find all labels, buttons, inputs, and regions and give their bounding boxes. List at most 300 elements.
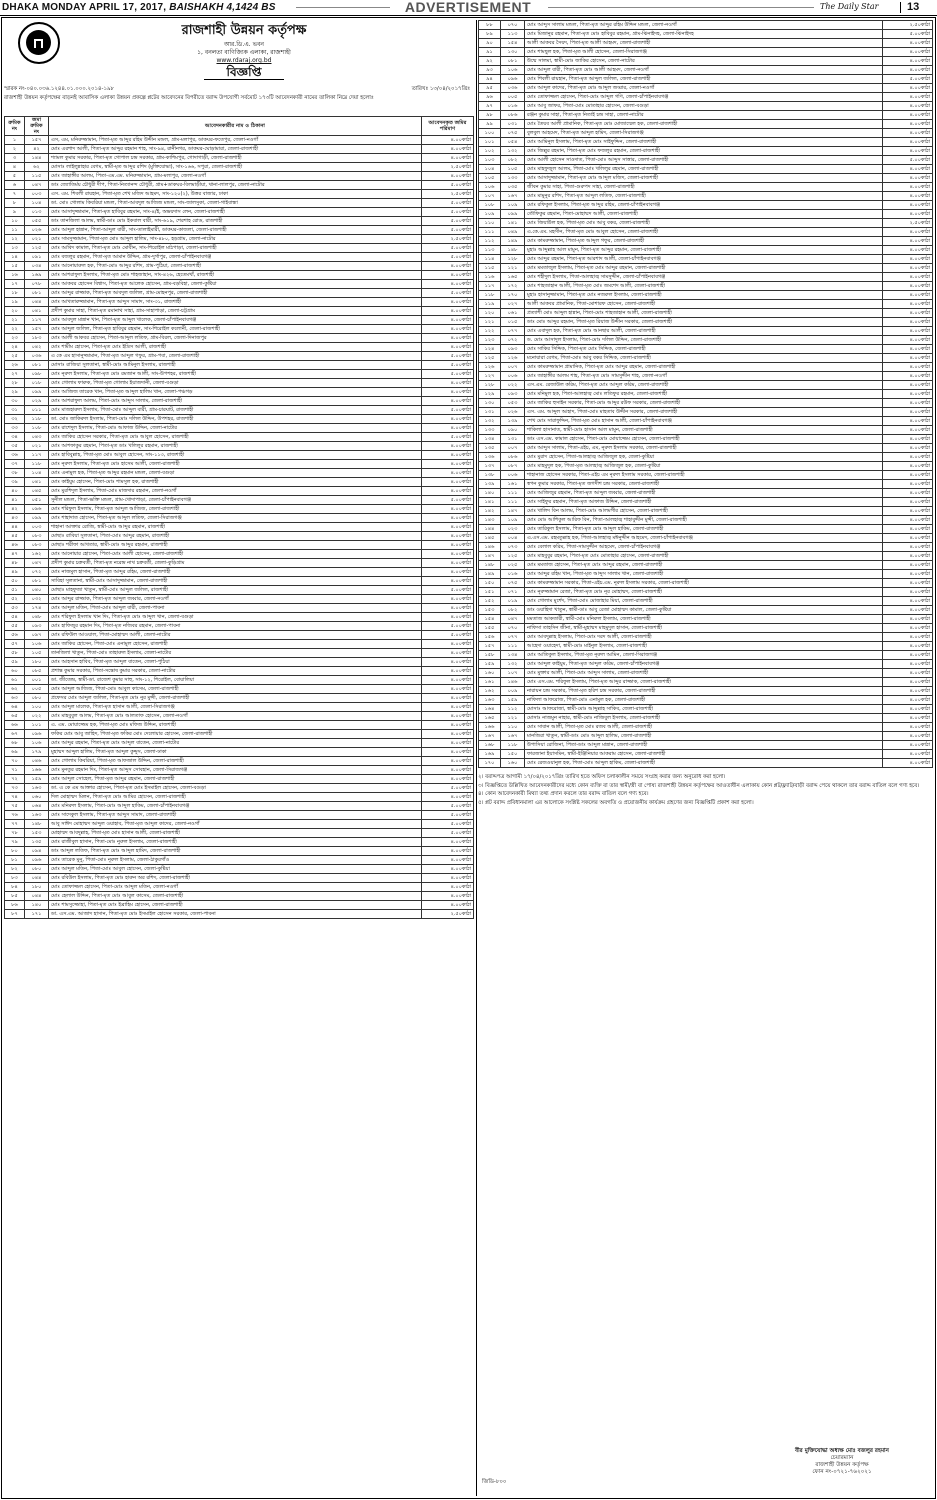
area-cell: ৫.০০কাঠা [422, 496, 474, 505]
table-row [479, 345, 933, 354]
serial-cell: ১৪০ [479, 489, 501, 498]
name-address-cell: উপাসিয়া রোজিনা, পিতা-ডাঃ আব্দুল মান্নান, জেলা-রাজশাহী [525, 741, 883, 750]
table-row [479, 129, 933, 138]
name-address-cell: মোঃ আজিজুর রহমান, পিতা-মৃত আব্দুল জব্বার, জেলা-রাজশাহী [525, 489, 883, 498]
application-no-cell: ০৯৩ [501, 345, 525, 354]
letterhead [4, 20, 474, 86]
area-cell: ৪.০০কাঠা [422, 730, 474, 739]
notice-title: বিজ্ঞপ্তি [204, 66, 284, 80]
area-cell: ৪.০০কাঠা [422, 262, 474, 271]
signatory-title: চেয়ারম্যান [830, 1455, 854, 1461]
application-no-cell: ১৫৯ [25, 775, 49, 784]
application-no-cell: ১৫৪ [501, 39, 525, 48]
serial-cell: ৩১ [5, 406, 25, 415]
table-row [5, 280, 474, 289]
serial-cell: ১৩০ [479, 399, 501, 408]
table-row [5, 244, 474, 253]
serial-cell: ১১৩ [479, 246, 501, 255]
area-cell: ৪.০০কাঠা [422, 766, 474, 775]
serial-cell: ৬১ [5, 676, 25, 685]
application-no-cell: ১৬৩ [25, 811, 49, 820]
table-row [479, 696, 933, 705]
name-address-cell: মোঃ মুনতুর রহমান দিং, পিতা-মৃত আব্দুস সোবহান, জেলা-সিরাজগঞ্জ [49, 766, 422, 775]
application-no-cell: ১২১ [501, 264, 525, 273]
table-row [479, 471, 933, 480]
application-no-cell: ০৮১ [25, 577, 49, 586]
name-address-cell: মোঃ এনামুল হক, পিতা-মৃত আব্দুর রহমান মন্ডল, জেলা-বগুড়া [49, 469, 422, 478]
serial-cell: ৪৬ [5, 541, 25, 550]
serial-cell: ৬৮ [5, 739, 25, 748]
table-row [479, 714, 933, 723]
application-no-cell: ০৪৯ [501, 228, 525, 237]
application-no-cell: ১১৮ [25, 415, 49, 424]
serial-cell: ৬৩ [5, 694, 25, 703]
application-no-cell: ১১২ [501, 705, 525, 714]
serial-cell: ১ [5, 136, 25, 145]
area-cell: ৪.০০কাঠা [883, 705, 933, 714]
serial-cell: ৫৯ [5, 658, 25, 667]
table-row [5, 442, 474, 451]
application-no-cell: ১৪৯ [501, 237, 525, 246]
table-row [5, 541, 474, 550]
area-cell: ৪.০০কাঠা [883, 597, 933, 606]
name-address-cell: ফকির মোঃ আবু জাহিদ, পিতা-মৃত ফকির মোঃ দেলোয়ার হোসেন, জেলা-রাজশাহী [49, 730, 422, 739]
serial-cell: ১৭০ [479, 759, 501, 768]
name-address-cell: মোঃ হাফিজুর রহমান দিং, পিতা-মৃত নজিবর রহমান, জেলা-পাবনা [49, 622, 422, 631]
application-no-cell: ০৮০ [25, 865, 49, 874]
serial-cell: ২৬ [5, 361, 25, 370]
area-cell: ৪.০০কাঠা [883, 687, 933, 696]
name-address-cell: মোঃ জাকির হোসেন সরকার, পিতা-মৃত মোঃ আবুল হোসেন, রাজশাহী [49, 433, 422, 442]
table-row [479, 588, 933, 597]
application-no-cell: ০০৩ [25, 523, 49, 532]
name-address-cell: মোঃ আব্দুর রহমান, পিতা-মৃত মোঃ আব্দুল বাতেন, জেলা-নাটোর [49, 739, 422, 748]
name-address-cell: মোঃ গোলাম মুর্শেদ, পিতা-মোঃ মোজাহার মিয়া, জেলা-রাজশাহী [525, 597, 883, 606]
serial-cell: ১২৯ [479, 390, 501, 399]
application-no-cell: ০০৬ [501, 471, 525, 480]
area-cell: ৪.০০কাঠা [883, 192, 933, 201]
name-address-cell: মোঃ তারিকুল ইসলাম, পিতা-মৃত মোঃ আব্দুল হাকিম, জেলা-রাজশাহী [525, 525, 883, 534]
table-row [5, 775, 474, 784]
area-cell: ৪.০০কাঠা [883, 327, 933, 336]
serial-cell: ১১১ [479, 228, 501, 237]
area-cell: ৪.০০কাঠা [883, 507, 933, 516]
area-cell: ৪.০০কাঠা [883, 336, 933, 345]
table-row [479, 219, 933, 228]
application-no-cell: ০০৫ [25, 685, 49, 694]
serial-cell: ৯৩ [479, 66, 501, 75]
table-row [479, 30, 933, 39]
application-no-cell: ১৩০ [501, 48, 525, 57]
serial-cell: ৪৮ [5, 559, 25, 568]
application-no-cell: ০৭৫ [501, 129, 525, 138]
area-cell: ৪.০০কাঠা [883, 390, 933, 399]
table-row [479, 633, 933, 642]
serial-cell: ১০৬ [479, 183, 501, 192]
serial-cell: ৩০ [5, 397, 25, 406]
table-row [5, 901, 474, 910]
application-no-cell: ১৫৯ [501, 696, 525, 705]
serial-cell: ১২৩ [479, 336, 501, 345]
table-row [5, 757, 474, 766]
table-row [5, 604, 474, 613]
serial-cell: ১২৮ [479, 381, 501, 390]
application-no-cell: ১০৮ [25, 424, 49, 433]
table-row [479, 615, 933, 624]
name-address-cell: শাহানাজ হোসেন সরকার, পিতা-এইচ এম নূরুল ইসলাম সরকার, জেলা-রাজশাহী [525, 471, 883, 480]
area-cell: ৪.০০কাঠা [422, 505, 474, 514]
area-cell: ৪.০০কাঠা [422, 145, 474, 154]
name-address-cell: মোঃ আতিকুল ইসলাম, পিতা-মৃত নূরুল আমিন, জেলা-সিরাজগঞ্জ [525, 651, 883, 660]
application-no-cell: ০৪৮ [25, 613, 49, 622]
area-cell: ৪.০০কাঠা [883, 39, 933, 48]
table-row [5, 523, 474, 532]
serial-cell: ৩৬ [5, 451, 25, 460]
application-no-cell: ০৮৩ [25, 532, 49, 541]
serial-cell: ৯৭ [479, 102, 501, 111]
application-no-cell: ০৮৩ [25, 541, 49, 550]
area-cell: ৪.০০কাঠা [883, 372, 933, 381]
organization-website[interactable]: www.rdaraj.org.bd [216, 57, 272, 64]
area-cell: ৪.০০কাঠা [883, 399, 933, 408]
area-cell: ৪.০০কাঠা [422, 604, 474, 613]
name-address-cell: মোঃ সাকির সিদ্দিক, পিতা-মৃত মোঃ সিদ্দিক, জেলা-রাজশাহী [525, 345, 883, 354]
table-row [5, 865, 474, 874]
area-cell: ৪.০০কাঠা [422, 739, 474, 748]
area-cell: ৪.০০কাঠা [883, 588, 933, 597]
table-row [479, 732, 933, 741]
table-row [479, 336, 933, 345]
name-address-cell: জীবন কুমার সাহা, পিতা-গুরুপদ সাহা, জেলা-রাজশাহী [525, 183, 883, 192]
application-no-cell: ১৭৪ [25, 604, 49, 613]
application-no-cell: ১২৫ [501, 552, 525, 561]
table-row [5, 883, 474, 892]
serial-cell: ১২১ [479, 318, 501, 327]
application-no-cell: ০৯৪ [25, 847, 49, 856]
area-cell: ৪.০০কাঠা [422, 325, 474, 334]
serial-cell: ৪৪ [5, 523, 25, 532]
name-address-cell: এ কে এম হাসানুজ্জামান, পিতা-মৃত আব্দুল গফুর, গ্রাম-পবা, জেলা-রাজশাহী [49, 352, 422, 361]
serial-cell: ৫৫ [5, 622, 25, 631]
table-row [479, 111, 933, 120]
table-row [5, 667, 474, 676]
table-row [5, 550, 474, 559]
serial-cell: ১৪ [5, 253, 25, 262]
table-row [5, 559, 474, 568]
table-row [479, 66, 933, 75]
column-divider [476, 20, 477, 1496]
table-row [479, 192, 933, 201]
name-address-cell: আহেদা ওয়াহেদা, স্বামী-মোঃ মাইনুল ইসলাম, জেলা-রাজশাহী [525, 642, 883, 651]
area-cell: ৪.০০কাঠা [883, 534, 933, 543]
area-cell: ৪.০০কাঠা [883, 624, 933, 633]
area-cell: ৪.০০কাঠা [422, 613, 474, 622]
application-no-cell: ০৭২ [501, 336, 525, 345]
application-no-cell: ১৮৩ [25, 334, 49, 343]
name-address-cell: মমতাজ আকতারী, স্বামী-মোঃ মনিরুল ইসলাম, জেলা-রাজশাহী [525, 615, 883, 624]
name-address-cell: এস. এম. আব্দুল আহাদ, পিতা-মোঃ মাহতাব উদ্দীন সরকার, জেলা-রাজশাহী [525, 408, 883, 417]
application-no-cell: ০১৩ [25, 208, 49, 217]
table-row [479, 660, 933, 669]
application-no-cell: ১২১ [501, 714, 525, 723]
area-cell: ৫.০০কাঠা [422, 199, 474, 208]
application-no-cell: ১৬৭ [501, 732, 525, 741]
application-no-cell: ০০১ [25, 676, 49, 685]
serial-cell: ৫১ [5, 586, 25, 595]
table-row [5, 379, 474, 388]
application-no-cell: ০৬১ [501, 309, 525, 318]
name-address-cell: প্রত্যাশী মোঃ আব্দুল হান্নান, পিতা-মোঃ শাহজাহান আলী, জেলা-রাজশাহী [525, 309, 883, 318]
name-address-cell: মোঃ মুক্তার আলী, পিতা-মোঃ আব্দুস সালাম, জেলা-রাজশাহী [525, 669, 883, 678]
name-address-cell: মোঃ জাহাঙ্গীর আলম শাহ, পিতা-মৃত মোঃ সামসুদ্দীন শাহ, জেলা-নওগাঁ [525, 372, 883, 381]
signatory-org: রাজশাহী উন্নয়ন কর্তৃপক্ষ [815, 1462, 869, 1468]
name-address-cell: মোসাঃ আফরোজা, স্বামী-মোঃ আব্দুল্লাহ সাকিব, জেলা-রাজশাহী [525, 705, 883, 714]
application-no-cell: ০৮২ [501, 606, 525, 615]
table-row [5, 307, 474, 316]
application-no-cell: ০৮৫ [25, 667, 49, 676]
area-cell: ৪.০০কাঠা [422, 712, 474, 721]
application-no-cell: ০৯৯ [25, 514, 49, 523]
application-no-cell: ০২২ [25, 712, 49, 721]
name-address-cell: মোঃ আবদুল মান্নান খান, পিতা-মৃত আব্দুল খালেক, জেলা-চাঁপাইনবাবগঞ্জ [49, 316, 422, 325]
serial-cell: ৮৮ [479, 21, 501, 30]
serial-cell: ১১৪ [479, 255, 501, 264]
name-address-cell: মোঃ হেলাল উদ্দিন, পিতা-মৃত মোঃ আবুল কাসেম, জেলা-রাজশাহী [49, 892, 422, 901]
table-row [479, 228, 933, 237]
table-row [5, 847, 474, 856]
application-no-cell: ০২৫ [501, 561, 525, 570]
table-row [479, 201, 933, 210]
name-address-cell: এস.এম. রেজাউল করিম, পিতা-মৃত মোঃ আব্দুল করিম, জেলা-রাজশাহী [525, 381, 883, 390]
name-address-cell: ডা. এ কে এম আক্তার হোসেন, পিতা-মৃত মোঃ ইসমাইল হোসেন, জেলা-বগুড়া [49, 784, 422, 793]
area-cell: ৪.০০কাঠা [883, 633, 933, 642]
area-cell: ৪.০০কাঠা [883, 669, 933, 678]
application-no-cell: ১৫৩ [25, 829, 49, 838]
application-no-cell: ০৮১ [25, 289, 49, 298]
area-cell: ৪.০০কাঠা [883, 66, 933, 75]
area-cell: ৪.০০কাঠা [422, 748, 474, 757]
serial-cell: ১৪৪ [479, 525, 501, 534]
serial-cell: ৪২ [5, 505, 25, 514]
area-cell: ৪.০০কাঠা [883, 273, 933, 282]
serial-cell: ১২৪ [479, 345, 501, 354]
name-address-cell: শাকিলা হাসানাত, স্বামী-মোঃ হাসান আল মামুন, জেলা-রাজশাহী [525, 426, 883, 435]
name-address-cell: মোঃ এরশাদ আলী, পিতা-মৃত আব্দুর রহমান শাহ, সাং-৯৪, রানীনগর, ডাকঘর-ঘোড়ামারা, জেলা-রাজশাহী [49, 145, 422, 154]
serial-cell: ৬৯ [5, 748, 25, 757]
area-cell: ৪.০০কাঠা [422, 865, 474, 874]
application-no-cell: ০২৬ [25, 226, 49, 235]
table-row [479, 210, 933, 219]
application-no-cell: ১৬১ [501, 480, 525, 489]
name-address-cell: মোঃ আব্দুল কাদের, পিতা-মৃত মোঃ আব্দুল জব্বার, জেলা-নওগাঁ [525, 84, 883, 93]
serial-cell: ৯৮ [479, 111, 501, 120]
application-no-cell: ১৪১ [501, 219, 525, 228]
name-address-cell: ফারজানা ইয়াসমিন, স্বামী-ইঞ্জিনিয়ার আকরাম হোসেন, জেলা-রাজশাহী [525, 750, 883, 759]
application-no-cell: ৪২ [25, 145, 49, 154]
organization-building: আর.ডি.এ. ভবন [223, 41, 265, 48]
serial-cell: ১০৪ [479, 165, 501, 174]
area-cell: ৪.০০কাঠা [422, 442, 474, 451]
table-row [479, 381, 933, 390]
application-no-cell: ০৪০ [25, 586, 49, 595]
area-cell: ৫.০০কাঠা [422, 433, 474, 442]
name-address-cell: মোঃ আব্দুল কাইয়ুম, পিতা-মৃত আব্দুল করিম, জেলা-চাঁপাইনবাবগঞ্জ [525, 660, 883, 669]
table-row [479, 507, 933, 516]
name-address-cell: মোসাঃ রাজিয়া সুলতানা, স্বামী-মোঃ আমিনুল ইসলাম, রাজশাহী [49, 361, 422, 370]
table-row [5, 784, 474, 793]
area-cell: ৪.০০কাঠা [883, 606, 933, 615]
name-address-cell: মোঃ সাইফুর রহমান, পিতা-মৃত আফাজ উদ্দিন, জেলা-রাজশাহী [525, 498, 883, 507]
table-row [479, 183, 933, 192]
application-no-cell: ১৭১ [25, 910, 49, 919]
area-cell: ৪.০০কাঠা [883, 696, 933, 705]
serial-cell: ১৩৯ [479, 480, 501, 489]
signatory-name: বীর মুক্তিযোদ্ধা অধ্যক্ষ মোঃ বজলুর রহমান [794, 1448, 890, 1454]
table-row [479, 498, 933, 507]
name-address-cell: মোঃ রফিউল আওয়াল, পিতা-মোহাম্মদ আলী, জেলা-নাটোর [49, 631, 422, 640]
application-no-cell: ১৬৫ [501, 273, 525, 282]
table-row [5, 271, 474, 280]
table-row [479, 255, 933, 264]
table-row [479, 363, 933, 372]
note-item: ৪। কোন আবেদনকারী মিথ্যা তথ্য প্রদান করলে তার বরাদ্দ বাতিল বলে গণ্য হবে। [478, 791, 649, 798]
area-cell: ৪.০০কাঠা [883, 138, 933, 147]
area-cell: ৪.০০কাঠা [883, 543, 933, 552]
serial-cell: ১৫৭ [479, 642, 501, 651]
serial-cell: ৮২ [5, 865, 25, 874]
area-cell: ৫.০০কাঠা [422, 370, 474, 379]
area-cell: ৪.০০কাঠা [422, 847, 474, 856]
dateline-city: DHAKA [2, 2, 39, 13]
serial-cell: ৭০ [5, 757, 25, 766]
serial-cell: ১৬৬ [479, 723, 501, 732]
table-row [479, 687, 933, 696]
area-cell: ৪.০০কাঠা [883, 498, 933, 507]
table-row [5, 136, 474, 145]
table-row [479, 750, 933, 759]
logo-inner [26, 30, 51, 55]
serial-cell: ৬৭ [5, 730, 25, 739]
area-cell: ৪.০০কাঠা [422, 307, 474, 316]
area-cell: ৫.০০কাঠা [883, 156, 933, 165]
application-no-cell: ০৭০ [501, 624, 525, 633]
allottee-table-right [478, 20, 933, 768]
name-address-cell: মোঃ আব্দুর রহিম খান, পিতা-মৃত আব্দুস সালাম খান, জেলা-রাজশাহী [525, 570, 883, 579]
serial-cell: ১৩৭ [479, 462, 501, 471]
serial-cell: ১১০ [479, 219, 501, 228]
name-address-cell: মোঃ শামছুল হক, পিতা-মৃত আলী হোসেন, জেলা-সিরাজগঞ্জ [525, 48, 883, 57]
name-address-cell: এস, এম, মনিরুজ্জামান, পিতা-মৃত আব্দুর রহিম উদ্দীন মন্ডল, গ্রাম-মলাপুর, ডাকঘর-ফতেপুর, জেলা-নওগাঁ [49, 136, 422, 145]
name-address-cell: মোঃ আব্দুল মতিন, পিতা-মোঃ আব্দুল বারী, জেলা-পাবনা [49, 604, 422, 613]
area-cell: ৪.০০কাঠা [883, 714, 933, 723]
area-cell: ৪.০০কাঠা [883, 129, 933, 138]
serial-cell: ৭৯ [5, 838, 25, 847]
name-address-cell: মোঃ শামীম হোসেন, পিতা-মৃত মোঃ ইদ্রিস আলী, রাজশাহী [49, 343, 422, 352]
area-cell: ৪.০০কাঠা [422, 874, 474, 883]
table-row [5, 622, 474, 631]
name-address-cell: মোঃ রফিকুল ইসলাম, পিতা-মৃত আব্দুর রহিম, জেলা-চাঁপাইনবাবগঞ্জ [525, 201, 883, 210]
memo-number: স্মারক নং-০৪০.০৩৬.১২৪৪.০১.০০০.২০১৪-১৯৮ [4, 86, 114, 92]
serial-cell: ৯০ [479, 39, 501, 48]
area-cell: ৪.০০কাঠা [422, 838, 474, 847]
area-cell: ৪.০০কাঠা [422, 892, 474, 901]
serial-cell: ৪৫ [5, 532, 25, 541]
table-row [479, 75, 933, 84]
serial-cell: ১০ [5, 217, 25, 226]
serial-cell: ১০০ [479, 129, 501, 138]
name-address-cell: স্বপন কুমার সরকার, পিতা-মৃত জগদীশ চন্দ্র সরকার, জেলা-রাজশাহী [525, 480, 883, 489]
table-row [479, 48, 933, 57]
table-row [479, 93, 933, 102]
area-cell: ৪.০০কাঠা [422, 856, 474, 865]
header-serial: ক্রমিক নং [5, 117, 25, 136]
table-row [5, 325, 474, 334]
name-address-cell: আলী আকবর প্রামানিক, পিতা-মোশারফ হোসেন, জেলা-রাজশাহী [525, 300, 883, 309]
serial-cell: ৪৩ [5, 514, 25, 523]
application-no-cell: ০৯৮ [25, 370, 49, 379]
area-cell: ৪.০০কাঠা [883, 651, 933, 660]
application-no-cell: ০৯৯ [25, 388, 49, 397]
area-cell: ৪.০০কাঠা [883, 381, 933, 390]
table-row [5, 793, 474, 802]
application-no-cell: ১২৫ [25, 244, 49, 253]
name-address-cell: শেখ মোঃ সারাফুদ্দিন, পিতা-মৃত মোঃ হাসান আলী, জেলা-চাঁপাইনবাবগঞ্জ [525, 417, 883, 426]
area-cell: ৪.০০কাঠা [883, 750, 933, 759]
application-no-cell: ০৯৬ [501, 75, 525, 84]
application-no-cell: ১৪৮ [501, 246, 525, 255]
application-no-cell: ০৬০ [25, 793, 49, 802]
serial-cell: ১৬৭ [479, 732, 501, 741]
table-row [479, 156, 933, 165]
serial-cell: ২১ [5, 316, 25, 325]
table-row [5, 766, 474, 775]
table-row [5, 532, 474, 541]
table-row [479, 624, 933, 633]
area-cell: ৪.০০কাঠা [422, 415, 474, 424]
table-row [479, 525, 933, 534]
application-no-cell: ০২১ [25, 235, 49, 244]
serial-cell: ৬৪ [5, 703, 25, 712]
area-cell: ৪.০০কাঠা [883, 48, 933, 57]
serial-cell: ২০ [5, 307, 25, 316]
area-cell: ৪.০০কাঠা [883, 516, 933, 525]
name-address-cell: মোঃ মমতাজুল ইসলাম, পিতা-মৃত মোঃ আব্দুর রহমান, জেলা-রাজশাহী [525, 264, 883, 273]
table-row [479, 327, 933, 336]
application-no-cell: ০১৫ [501, 318, 525, 327]
application-no-cell: ০২৭ [501, 300, 525, 309]
serial-cell: ৫৩ [5, 604, 25, 613]
name-address-cell: মোঃ শামসুজ্জোহা, পিতা-মৃত মোঃ ইব্রাহিম হোসেন, জেলা-রাজশাহী [49, 901, 422, 910]
area-cell: ২.৫০কাঠা [883, 219, 933, 228]
table-row [5, 334, 474, 343]
table-row [479, 354, 933, 363]
serial-cell: ৬০ [5, 667, 25, 676]
area-cell: ৪.০০কাঠা [883, 678, 933, 687]
application-no-cell: ১৬৯ [25, 271, 49, 280]
table-row [479, 651, 933, 660]
serial-cell: ১০৮ [479, 201, 501, 210]
name-address-cell: সাবিহা সুলতানা, স্বামী-মোঃ আসাদুজ্জামান, জেলা-রাজশাহী [49, 577, 422, 586]
table-row [479, 606, 933, 615]
serial-cell: ১২৭ [479, 372, 501, 381]
table-row [479, 516, 933, 525]
name-address-cell: ডা. এস.এম. আজাদ হাসান, পিতা-মৃত মোঃ ইসমাইল হোসেন সরকার, জেলা-পাবনা [49, 910, 422, 919]
serial-cell: ১১৫ [479, 264, 501, 273]
name-address-cell: মোঃ রাজীবুল হাসান, পিতা-মোঃ নুরুল ইসলাম, জেলা-রাজশাহী [49, 838, 422, 847]
table-row [479, 570, 933, 579]
table-body-left [5, 136, 474, 919]
application-no-cell: ১০৪ [25, 199, 49, 208]
